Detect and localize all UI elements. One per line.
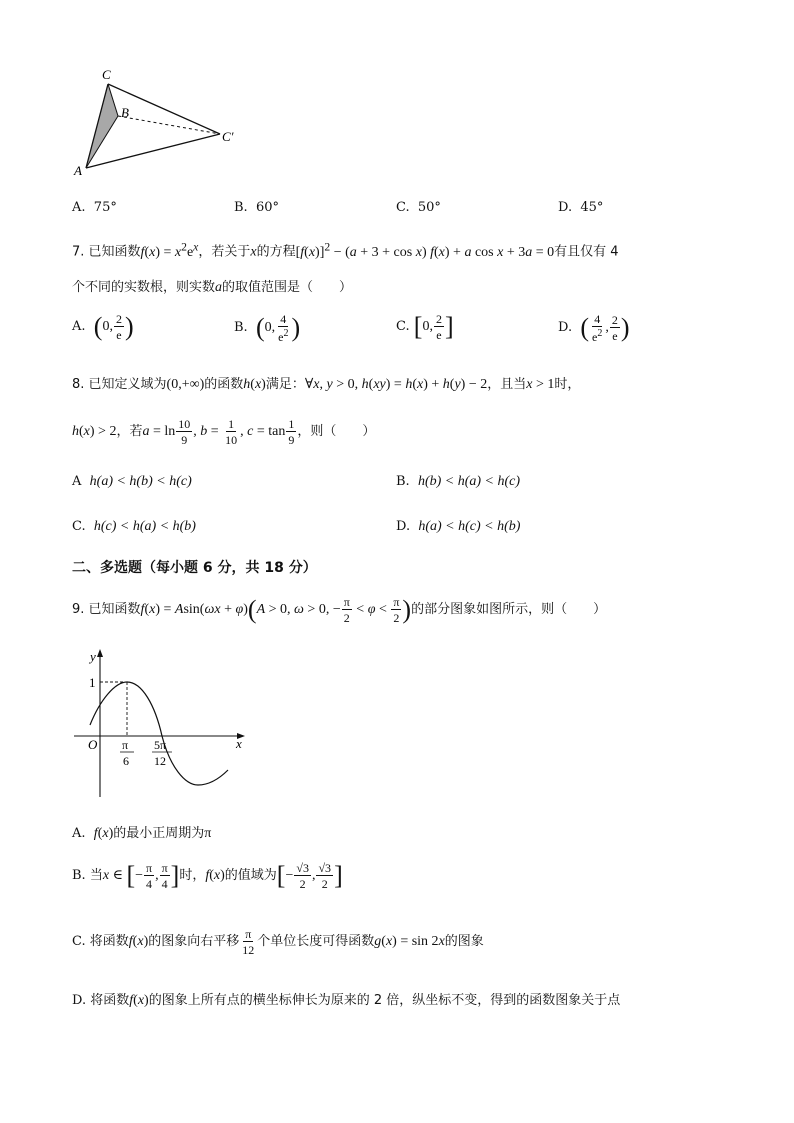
y-axis-arrow <box>97 649 103 657</box>
q7-option-a[interactable]: A. (0, $\frac{2}{e}$ ) <box>72 312 134 342</box>
q6-option-c[interactable]: C. 50° <box>396 200 441 215</box>
q7-option-d[interactable]: D. ( $\frac{4}{e^2}$ , $\frac{2}{e}$ ) <box>558 312 630 344</box>
edge-ac <box>86 134 220 168</box>
max-label: 1 <box>89 675 96 690</box>
q6-option-a[interactable]: A. 75° <box>72 200 117 215</box>
q8-stem-line2: h(x) > 2，若a = ln $\frac{10}{9}$ , b = $\frac{1}{10}$ , c = tan $\frac{1}{9}$ ，则（ ） <box>72 417 376 447</box>
q7-option-c[interactable]: C. [0, $\frac{2}{e}$ ] <box>396 312 454 342</box>
q8-option-a[interactable]: A h(a) < h(b) < h(c) <box>72 474 192 489</box>
q8-stem-line1: 8. 已知定义域为(0,+∞)的函数h(x)满足：∀x, y > 0, h(xy) = h(x) + h(y) − 2，且当x > 1时， <box>72 377 581 392</box>
edge-bc-dashed <box>118 116 220 134</box>
q7-equation: $[f(x)]^2 - (a + 3 + \cos x) f(x) + a$ cos x + 3a = 0 <box>295 240 555 260</box>
label-c: C <box>102 67 111 82</box>
q9-stem: 9. 已知函数f(x) = Asin(ωx + φ)(A > 0, ω > 0, − $\frac{\pi}{2}$ < φ < $\frac{\pi}{2}$ )的部分图象如图所示，则（ ） <box>72 595 607 625</box>
tick-twelve: 12 <box>154 754 166 768</box>
tick-pi: π <box>122 738 129 752</box>
q9-sine-graph <box>70 645 260 805</box>
tetrahedron-figure <box>70 66 250 181</box>
y-label: y <box>90 649 96 664</box>
q7-option-b[interactable]: B. (0, $\frac{4}{e^2}$ ) <box>234 312 301 344</box>
sine-curve <box>90 682 228 785</box>
x-label: x <box>236 736 242 751</box>
section-heading: 二、多选题（每小题 6 分，共 18 分） <box>72 560 317 576</box>
q8-option-c[interactable]: C. h(c) < h(a) < h(b) <box>72 519 196 534</box>
q9-option-b[interactable]: B. 当x ∈ [− $\frac{\pi}{4}$ , $\frac{\pi}{4}$ ]时，f(x)的值域为[− $\frac{√3}{2}$ , $\frac{√3}{2}$ ] <box>72 861 343 891</box>
label-a: A <box>74 163 82 178</box>
q7-stem-line2: 个不同的实数根，则实数a的取值范围是（ ） <box>72 280 353 295</box>
tick-six: 6 <box>123 754 129 768</box>
label-c-prime: C′ <box>222 129 234 144</box>
q9-option-c[interactable]: C. 将函数f(x)的图象向右平移 $\frac{\pi}{12}$ 个单位长度可得函数g(x) = sin 2x的图象 <box>72 927 484 957</box>
tick-5pi: 5π <box>154 738 167 752</box>
q9-option-d[interactable]: D. 将函数f(x)的图象上所有点的横坐标伸长为原来的 2 倍，纵坐标不变，得到的函数图象关于点 <box>72 993 621 1008</box>
q9-option-a[interactable]: A. f(x)的最小正周期为π <box>72 826 212 841</box>
q8-option-d[interactable]: D. h(a) < h(c) < h(b) <box>396 519 521 534</box>
q6-option-b[interactable]: B. 60° <box>234 200 279 215</box>
q8-option-b[interactable]: B. h(b) < h(a) < h(c) <box>396 474 521 489</box>
label-b: B <box>121 105 129 120</box>
q7-stem-line1: 7. 已知函数$f(x) = x^2e^x$，若关于x的方程$[f(x)]^2 - (a + 3 + \cos x) f(x) + a$ cos x + 3a = 0有且仅有 4 <box>72 240 619 260</box>
shaded-face <box>86 84 118 168</box>
q6-option-d[interactable]: D. 45° <box>558 200 604 215</box>
origin-label: O <box>88 737 98 752</box>
q7-function: $f(x) = x^2e^x$ <box>140 240 199 260</box>
